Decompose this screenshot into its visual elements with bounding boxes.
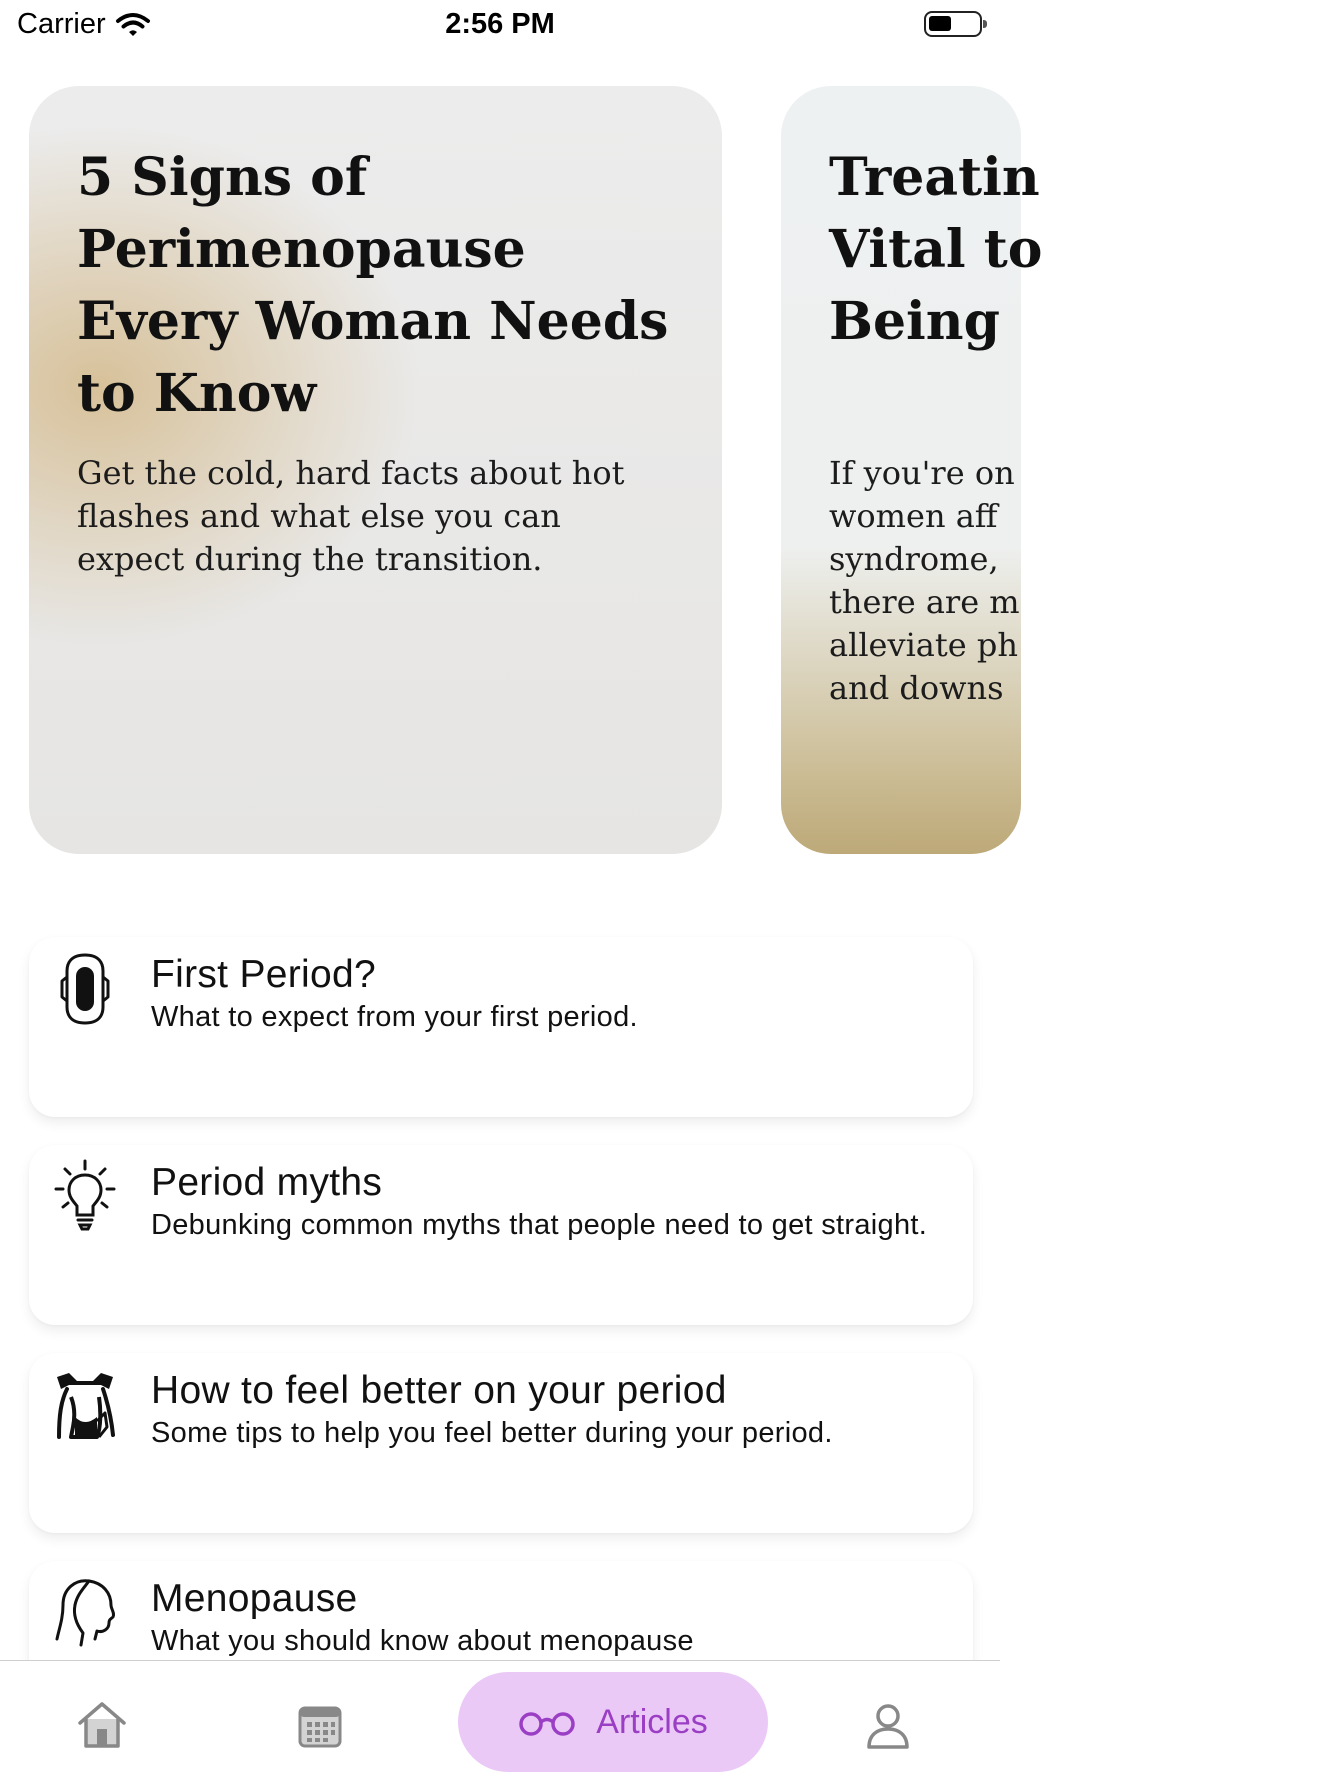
description-line: women aff [829,497,998,535]
topic-card-feel-better[interactable] [29,1353,973,1533]
description-line: alleviate ph [829,626,1018,664]
title-line: Vital to [829,219,1043,280]
featured-article-description [829,452,1329,710]
description-line: there are m [829,583,1020,621]
topic-title: How to feel better on your period [151,1369,727,1412]
tab-articles[interactable] [458,1672,768,1772]
tab-bar [0,1660,1000,1778]
battery-icon [924,11,982,37]
topic-description: What you should know about menopause [151,1625,694,1657]
glasses-icon [518,1707,576,1737]
profile-icon[interactable] [862,1699,914,1751]
carrier-label: Carrier [17,8,106,40]
featured-article-title [829,142,1329,358]
featured-article-title: 5 Signs of Perimenopause Every Woman Needs to Know [77,147,669,424]
featured-article-description: Get the cold, hard facts about hot flashes and what else you can expect during the transition. [77,454,625,578]
calendar-icon[interactable] [294,1699,346,1751]
featured-carousel[interactable] [0,86,1043,856]
title-line: Being [829,291,1000,352]
topic-card-period-myths[interactable] [29,1145,973,1325]
description-line: If you're on [829,454,1015,492]
title-line: Treatin [829,147,1040,208]
topic-title: First Period? [151,953,376,996]
topic-title: Period myths [151,1161,383,1204]
lightbulb-icon [53,1159,117,1235]
topic-title: Menopause [151,1577,358,1620]
description-line: syndrome, [829,540,999,578]
body-icon [53,1367,117,1443]
woman-head-icon [53,1575,117,1651]
description-line: and downs [829,669,1004,707]
status-bar [0,0,1000,52]
tab-articles-label: Articles [596,1702,708,1741]
pad-icon [53,951,117,1027]
topic-card-first-period[interactable] [29,937,973,1117]
topic-description: Some tips to help you feel better during your period. [151,1417,833,1449]
home-icon[interactable] [76,1699,128,1751]
topic-description: Debunking common myths that people need to get straight. [151,1209,928,1241]
clock: 2:56 PM [445,8,555,40]
featured-article-card-next[interactable] [781,86,1043,854]
topic-description: What to expect from your first period. [151,1001,638,1033]
featured-article-card[interactable] [29,86,722,854]
